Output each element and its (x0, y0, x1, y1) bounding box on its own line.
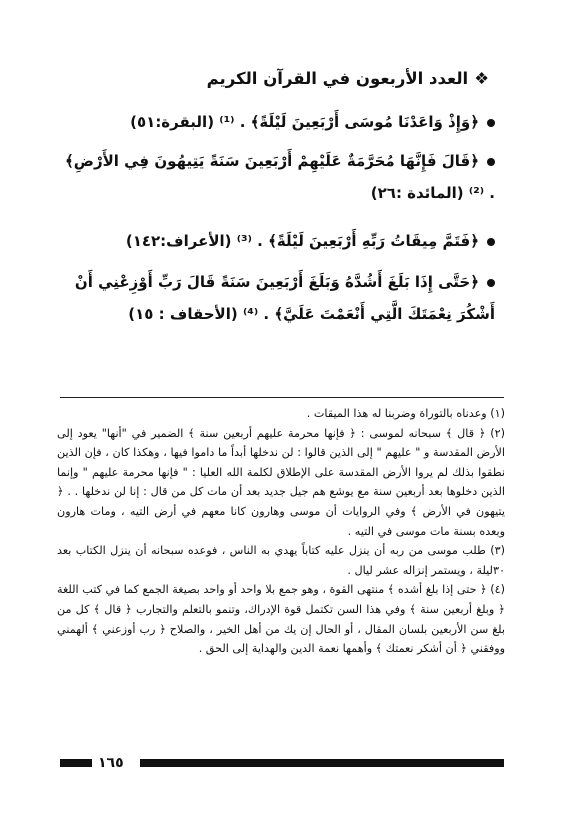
diamond-bullet-icon: ❖ (474, 69, 489, 88)
verse-text: ﴿حَتَّى إِذَا بَلَغَ أَشُدَّهُ وَبَلَغَ أَرْبَعِينَ سَنَةً قَالَ رَبِّ أَوْزِعْنِي أَنْ أَشْكُرَ نِعْمَتَكَ الَّتِي أَنْعَمْتَ عَلَيَّ﴾ . ⁽⁴⁾ (الأحقاف : ١٥) (74, 273, 495, 323)
section-title: العدد الأربعون في القرآن الكريم (206, 69, 469, 88)
footnote: (٣) طلب موسى من ربه أن ينزل عليه كتاباً يهدي به الناس ، فوعده سبحانه أن ينزل الكتاب بعد ٣٠ليلة ، ويستمر إنزاله عشر ليال . (57, 544, 505, 577)
bullet-icon (487, 279, 495, 287)
page-number: ١٦٥ (98, 755, 124, 771)
footer-bar (140, 759, 504, 767)
verse-item (55, 225, 495, 257)
footnotes (57, 404, 505, 659)
footnote: (٤) ﴿ حتى إذا بلغ أشده ﴾ منتهى القوة ، وهو جمع بلا واحد أو واحد بصيغة الجمع كما في كتب اللغة ﴿ وبلغ أربعين سنة ﴾ وفي هذا السن تكتمل قوة الإدراك، وتنمو بالتعلم والتجارب ﴿ قال ﴾ كل من بلغ سن الأربعين بلسان المقال ، أو الحال إن يك من أهل الخير ، والصلاح ﴿ رب أوزعني ﴾ ألهمني ووفقني ﴿ أن أشكر نعمتك ﴾ وأهمها نعمة الدين والهداية إلى الحق . (57, 583, 505, 656)
verse-text: ﴿قَالَ فَإِنَّهَا مُحَرَّمَةٌ عَلَيْهِمْ أَرْبَعِينَ سَنَةً يَتِيهُونَ فِي الأَرْضِ﴾ . ⁽²⁾ (المائدة :٢٦) (65, 152, 495, 202)
bullet-icon (487, 238, 495, 246)
footer-bar (60, 759, 92, 767)
page-footer (60, 752, 504, 776)
footnote: (٢) ﴿ قال ﴾ سبحانه لموسى : ﴿ فإنها محرمة عليهم أربعين سنة ﴾ الضمير في "أنها" يعود إلى الأرض المقدسة و " عليهم " إلى الذين قالوا : لن ندخلها أبداً ما داموا فيها ، وهكذا كان ، فإن الذين نطقوا بذلك لم يروا الأرض المقدسة على الإطلاق لكلمة الله العليا : " فإنها محرمة عليهم " وإنما الذين دخلوها بعد أربعين سنة مع يوشع هم جيل جديد بعد أن مات كل من قال : إنا لن ندخلها . . ﴿ يتيهون في الأرض ﴾ وفي الروايات أن موسى وهارون كانا معهم في أرض التيه ، ومات هارون وبعده بسنة مات موسى في التيه . (57, 426, 505, 538)
footnote-separator (60, 397, 504, 398)
footnote: (١) وعدناه بالتوراة وضربنا له هذا الميقات . (306, 407, 505, 420)
verse-item (55, 145, 495, 209)
section-heading (69, 67, 489, 91)
bullet-icon (487, 119, 495, 127)
verse-item (55, 106, 495, 138)
verse-text: ﴿فَتَمَّ مِيقَاتُ رَبِّهِ أَرْبَعِينَ لَيْلَةً﴾ . ⁽³⁾ (الأعراف:١٤٢) (125, 232, 479, 250)
verse-text: ﴿وَإِذْ وَاعَدْنَا مُوسَى أَرْبَعِينَ لَيْلَةً﴾ . ⁽¹⁾ (البقرة:٥١) (130, 113, 479, 131)
verse-item (55, 266, 495, 330)
bullet-icon (487, 158, 495, 166)
